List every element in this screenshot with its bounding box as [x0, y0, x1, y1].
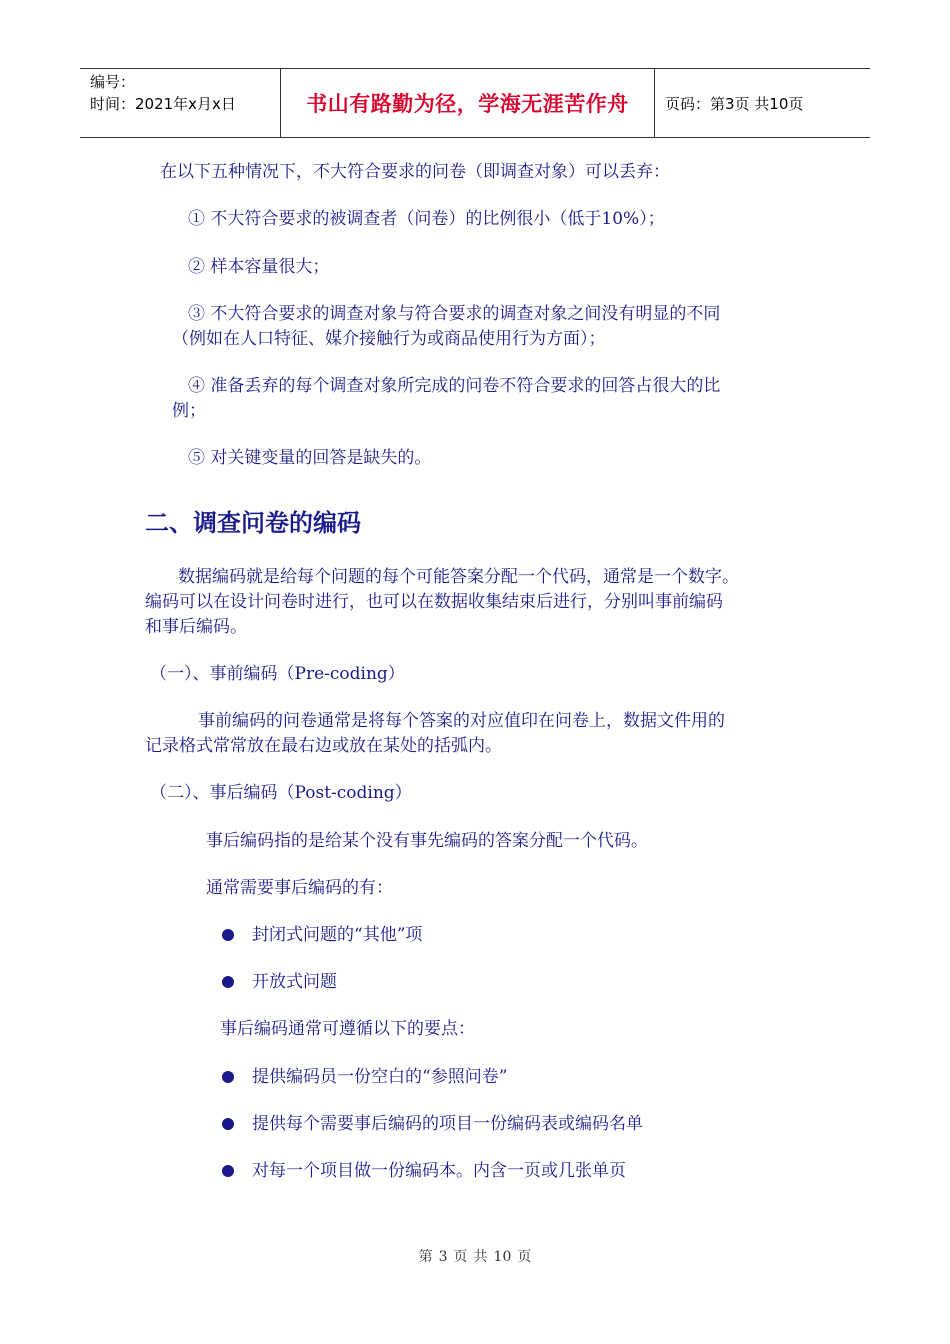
post-coding-need-intro: 通常需要事后编码的有： [206, 878, 393, 898]
post-coding-definition: 事后编码指的是给某个没有事先编码的答案分配一个代码。 [206, 831, 648, 851]
condition-3-line2: （例如在人口特征、媒介接触行为或商品使用行为方面）； [172, 329, 606, 349]
footer-total-num: 10 [493, 1249, 512, 1265]
condition-3-line1: ③ 不大符合要求的调查对象与符合要求的调查对象之间没有明显的不同 [188, 304, 721, 324]
condition-2: ② 样本容量很大； [188, 257, 330, 277]
number-label: 编号： [90, 73, 136, 91]
page-footer [0, 1246, 950, 1266]
coding-para-line2: 编码可以在设计问卷时进行，也可以在数据收集结束后进行，分别叫事前编码 [145, 592, 723, 612]
condition-4-line1: ④ 准备丢弃的每个调查对象所完成的问卷不符合要求的回答占很大的比 [188, 376, 721, 396]
condition-1: ① 不大符合要求的被调查者（问卷）的比例很小（低于10%）； [188, 209, 665, 229]
intro-text: 在以下五种情况下，不大符合要求的问卷（即调查对象）可以丢弃： [160, 162, 670, 182]
header-page-info: 页码：第3页 共10页 [665, 94, 804, 113]
bullet-icon [222, 1071, 234, 1083]
date-label: 时间：2021年x月x日 [90, 95, 236, 113]
post-coding-title: （二）、事后编码（Post-coding） [150, 783, 412, 803]
condition-4-line2: 例； [172, 401, 206, 421]
need-item-2: 开放式问题 [252, 972, 337, 992]
coding-para-line3: 和事后编码。 [145, 617, 247, 637]
header-meta [80, 69, 281, 137]
pre-coding-line2: 记录格式常常放在最右边或放在某处的括弧内。 [145, 736, 502, 756]
pre-coding-line1: 事前编码的问卷通常是将每个答案的对应值印在问卷上，数据文件用的 [198, 711, 725, 731]
footer-total-unit: 页 [517, 1249, 532, 1265]
bullet-icon [222, 929, 234, 941]
point-item-2: 提供每个需要事后编码的项目一份编码表或编码名单 [252, 1114, 643, 1134]
footer-page-unit: 页 [453, 1249, 468, 1265]
bullet-icon [222, 976, 234, 988]
page-header [80, 68, 870, 138]
footer-page-num: 3 [438, 1249, 448, 1265]
section-title: 二、调查问卷的编码 [145, 509, 361, 537]
coding-para-line1: 数据编码就是给每个问题的每个可能答案分配一个代码，通常是一个数字。 [178, 567, 739, 587]
post-coding-points-intro: 事后编码通常可遵循以下的要点： [220, 1019, 475, 1039]
pre-coding-title: （一）、事前编码（Pre-coding） [150, 664, 405, 684]
bullet-icon [222, 1165, 234, 1177]
condition-5: ⑤ 对关键变量的回答是缺失的。 [188, 448, 432, 468]
point-item-3: 对每一个项目做一份编码本。内含一页或几张单页 [252, 1161, 626, 1181]
need-item-1: 封闭式问题的“其他”项 [252, 925, 423, 945]
footer-total-label: 共 [473, 1249, 488, 1265]
header-motto: 书山有路勤为径，学海无涯苦作舟 [281, 69, 655, 137]
point-item-1: 提供编码员一份空白的“参照问卷” [252, 1067, 508, 1087]
footer-page-label: 第 [418, 1249, 433, 1265]
bullet-icon [222, 1118, 234, 1130]
